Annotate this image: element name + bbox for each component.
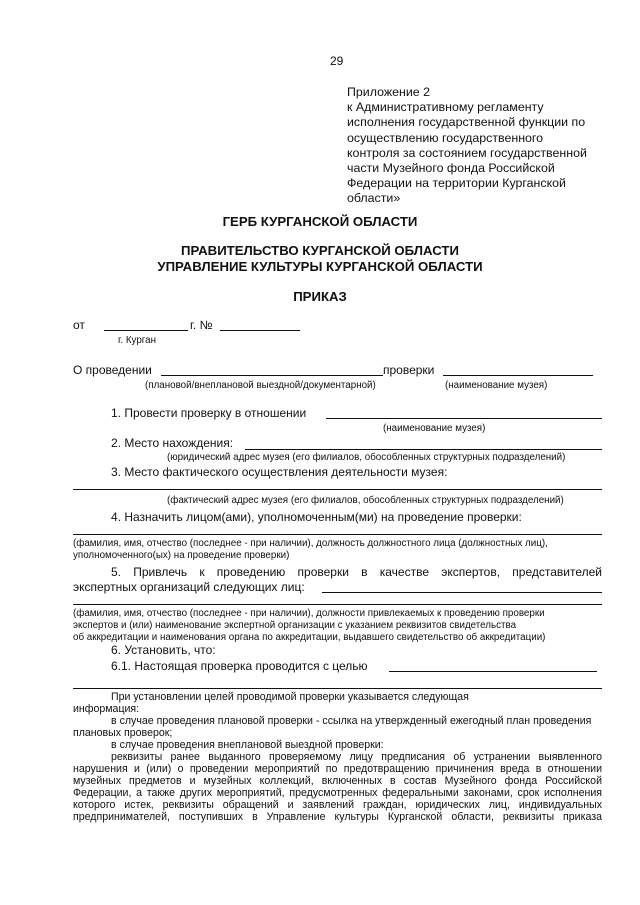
appendix-block: [347, 85, 607, 207]
note-line: плановых проверок;: [73, 727, 173, 739]
item-6-1: 6.1. Настоящая проверка проводится с целью: [111, 659, 368, 673]
appendix-line: части Музейного фонда Российской: [347, 161, 555, 176]
government-heading: ПРАВИТЕЛЬСТВО КУРГАНСКОЙ ОБЛАСТИ: [181, 243, 459, 258]
note-line: нарушения и (или) о проведении мероприятий по предотвращению причинения вреда в отношении: [73, 763, 602, 775]
city-label: г. Курган: [118, 335, 156, 346]
item-4-blank: [73, 534, 602, 535]
check-type-caption: (плановой/внеплановой выездной/документарной): [145, 380, 376, 391]
item-6-1-blank-2: [73, 688, 602, 689]
note-line: При установлении целей проводимой проверки указывается следующая: [111, 691, 469, 703]
coat-of-arms-heading: ГЕРБ КУРГАНСКОЙ ОБЛАСТИ: [222, 214, 418, 229]
item-5-caption-1: (фамилия, имя, отчество (последнее - при наличии), должности привлекаемых к проведению проверки: [73, 608, 545, 619]
date-blank: [104, 330, 188, 331]
item-5-line-1: 5. Привлечь к проведению проверки в качестве экспертов, представителей: [111, 565, 602, 579]
item-6-1-blank: [389, 671, 597, 672]
item-5-line-2: экспертных организаций следующих лиц:: [73, 580, 305, 594]
item-1-caption: (наименование музея): [383, 423, 486, 434]
note-line: Федерации, а также других мероприятий, предусмотренных федеральными законами, срок исполнения: [73, 787, 602, 799]
item-1: 1. Провести проверку в отношении: [111, 406, 307, 420]
about-museum-blank: [443, 375, 593, 376]
item-4-caption-1: (фамилия, имя, отчество (последнее - при наличии), должность должностного лица (должностных лиц),: [73, 538, 548, 549]
item-1-blank: [326, 418, 602, 419]
item-3-blank: [73, 489, 602, 490]
note-line: музейных предметов и музейных коллекций, включенных в состав Музейного фонда Российской: [73, 775, 602, 787]
note-line: предпринимателей, поступивших в Управление культуры Курганской области, реквизиты приказа: [73, 811, 602, 823]
order-number-blank: [220, 330, 300, 331]
item-6: 6. Установить, что:: [111, 643, 216, 657]
department-heading: УПРАВЛЕНИЕ КУЛЬТУРЫ КУРГАНСКОЙ ОБЛАСТИ: [157, 259, 483, 274]
note-line: которого истек, реквизиты обращений и заявлений граждан, юридических лиц, индивидуальных: [73, 799, 602, 811]
item-4-caption-2: уполномоченного(ых) на проведение проверки): [73, 550, 290, 561]
item-3: 3. Место фактического осуществления деятельности музея:: [111, 465, 448, 479]
item-2-blank: [245, 449, 602, 450]
order-number-label: г. №: [190, 318, 213, 332]
about-prefix: О проведении: [73, 363, 152, 377]
item-5-caption-2: экспертов и (или) наименование экспертной организации с указанием реквизитов свидетельства: [73, 620, 517, 631]
appendix-line: области»: [347, 191, 401, 206]
item-2: 2. Место нахождения:: [111, 436, 234, 450]
item-5-blank: [322, 592, 602, 593]
order-heading: ПРИКАЗ: [293, 289, 347, 304]
note-line: в случае проведения плановой проверки - ссылка на утвержденный ежегодный план проведения: [111, 715, 592, 727]
item-4: 4. Назначить лицом(ами), уполномоченным(ми) на проведение проверки:: [111, 510, 522, 524]
about-check-label: проверки: [383, 363, 435, 377]
appendix-line: исполнения государственной функции по: [347, 115, 586, 130]
appendix-line: осуществлению государственного: [347, 130, 544, 145]
appendix-line: к Административному регламенту: [347, 100, 544, 115]
appendix-line: контроля за состоянием государственной: [347, 145, 587, 160]
museum-name-caption: (наименование музея): [445, 380, 548, 391]
page-number: 29: [330, 54, 344, 68]
appendix-line: Федерации на территории Курганской: [347, 176, 566, 191]
note-line: реквизиты ранее выданного проверяемому лицу предписания об устранении выявленного: [111, 751, 602, 763]
date-from-label: от: [73, 318, 85, 332]
item-5-blank-2: [73, 604, 602, 605]
note-line: в случае проведения внеплановой выездной проверки:: [111, 739, 384, 751]
note-line: информация:: [73, 703, 140, 715]
appendix-line: Приложение 2: [347, 85, 431, 99]
item-3-caption: (фактический адрес музея (его филиалов, обособленных структурных подразделений): [167, 495, 564, 506]
item-5-caption-3: об аккредитации и наименования органа по аккредитации, выдавшего свидетельство об аккредитации): [73, 632, 546, 643]
check-type-blank: [161, 375, 383, 376]
item-2-caption: (юридический адрес музея (его филиалов, обособленных структурных подразделений): [167, 452, 566, 463]
